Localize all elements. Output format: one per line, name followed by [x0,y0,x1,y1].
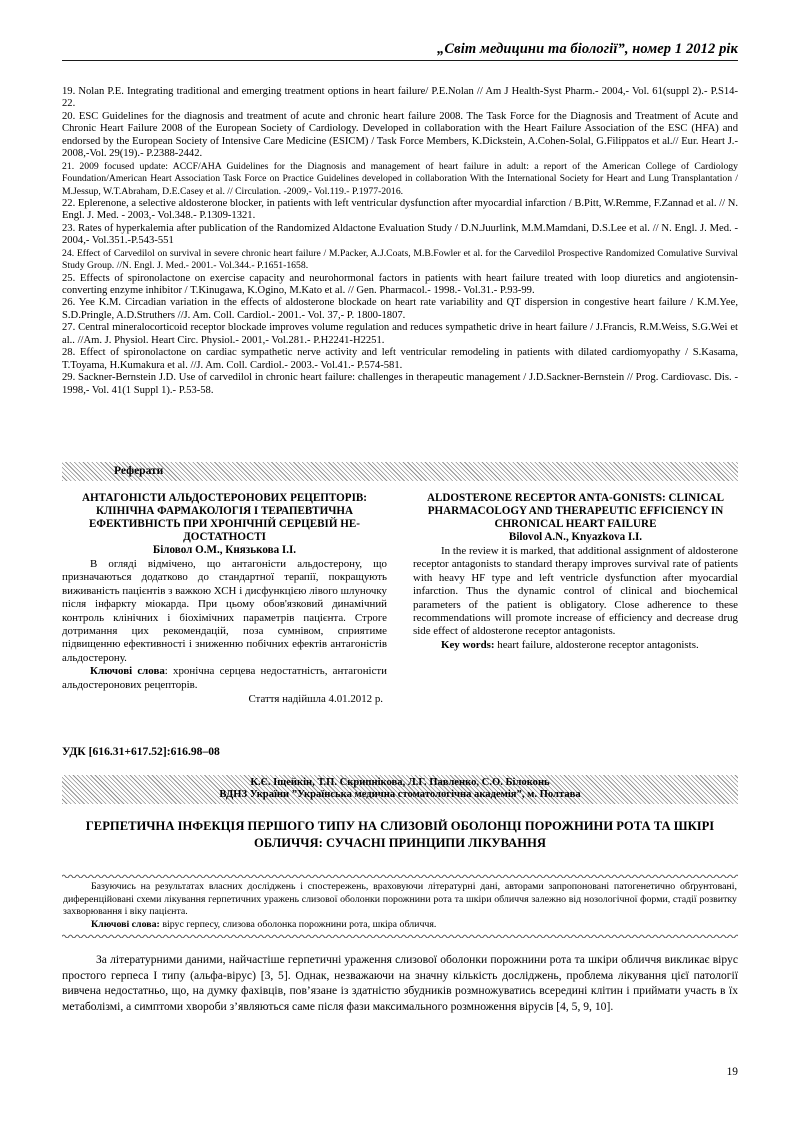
abstract-keywords-uk [62,665,387,692]
page-number: 19 [726,1066,738,1078]
reference-item: 26. Yee K.M. Circadian variation in the effects of aldosterone blockade on heart rate variability and QT dispersion in congestive heart failure / K.M.Yee, S.D.Pringle, A.D.Struthers //J. Am. Coll. Cardiol.- 2001.- Vol. 37,- P. 1800-1807. [62,297,738,321]
abstract-authors-uk: Біловол О.М., Князькова І.І. [152,544,297,557]
reference-item: 23. Rates of hyperkalemia after publication of the Randomized Aldactone Evaluation Study / D.N.Juurlink, M.M.Mamdani, D.S.Lee et al. // N. Engl. J. Med. - 2004,- Vol.351.-P.543-551 [62,222,738,247]
reference-item: 24. Effect of Carvedilol on survival in severe chronic heart failure / M.Packer, A.J.Coats, M.B.Fowler et al. for the Carvedilol Prospective Randomized Comulative Survival Study Group. //N. Engl. J. Med.- 2001.- Vol.344.- P.1651-1658. [62,247,738,272]
running-head-text: „Світ медицини та біології”, номер 1 2012 рік [437,41,738,57]
abstract-received-date-uk: Стаття надійшла 4.01.2012 р. [248,693,383,706]
article-abstract-block [62,867,738,943]
article-body [62,952,738,1014]
article-abstract-keywords-text: вірус герпесу, слизова оболонка порожнини рота, шкіра обличчя. [159,918,437,930]
article-author-bar [62,775,738,804]
abstract-keywords-text-uk: : хронічна серцева недостатність, антагоністи альдостеронових рецепторів. [62,665,387,691]
abstracts-section-bar [62,462,738,481]
reference-item: 21. 2009 focused update: ACCF/AHA Guidelines for the Diagnosis and management of heart failure in adult: a report of the American College of Cardiology Foundation/American Heart Association Task Force on Practice Guidelines developed in collaboration With the International Society for Heart and Lung Transplantation / M.Jessup, W.T.Abraham, D.E.Casey et al. // Circulation. -2009,- Vol.119.- P.1977-2016. [62,160,738,197]
reference-item: 27. Central mineralocorticoid receptor blockade improves volume regulation and reduces sympathetic drive in heart failure / J.Francis, R.M.Weiss, S.G.Wei et al.. //Am. J. Physiol. Heart Circ. Physiol.- 2001,- Vol.281.- P.H2241-H2251. [62,322,738,346]
abstracts-section-bar-label: Реферати [114,465,164,477]
reference-item: 19. Nolan P.E. Integrating traditional and emerging treatment options in heart failure/ P.E.Nolan // Am J Health-Syst Pharm.- 2004,- Vol. 61(suppl 2).- P.S14-22. [62,86,738,110]
abstract-authors-en: Bilovol A.N., Knyazkova I.I. [508,531,643,544]
abstract-column-ukrainian [62,492,387,706]
reference-list [62,86,738,397]
article-affiliation: ВДНЗ України ”Українська медична стоматологічна академія”, м. Полтава [219,788,581,800]
reference-item: 28. Effect of spironolactone on cardiac sympathetic nerve activity and left ventricular remodeling in patients with dilated cardiomyopathy / S.Kasama, T.Toyama, H.Kumakura et al. //J. Am. Coll. Cardiol.- 2003.- Vol.41.- P.574-581. [62,347,738,371]
article-authors: К.Є. Іщейкін, Т.П. Скрипнікова, Л.Г. Павленко, С.О. Білоконь [250,777,550,788]
reference-item: 20. ESC Guidelines for the diagnosis and treatment of acute and chronic heart failure 2008. The Task Force for the Diagnosis and Treatment of Acute and Chronic Heart Failure 2008 of the European Society of Cardiology. Developed in collaboration with the Heart Failure Association of the ESC (HFA) and endorsed by the European Society of Intensive Care Medicine (ESICM) / Task Force Members, K.Dickstein, A.Cohen-Solal, G.Filippatos et al.// Eur. Heart J.- 2008,-Vol. 29(19).- P.2388-2442. [62,110,738,160]
article-abstract-text [62,878,738,933]
abstract-keywords-text-en: heart failure, aldosterone receptor antagonists. [494,638,699,651]
article-title: ГЕРПЕТИЧНА ІНФЕКЦІЯ ПЕРШОГО ТИПУ НА СЛИЗОВІЙ ОБОЛОНЦІ ПОРОЖНИНИ РОТА ТА ШКІРІ ОБЛИЧЧЯ: СУЧАСНІ ПРИНЦИПИ ЛІКУВАННЯ [85,819,715,850]
article-abstract-keywords [63,919,737,932]
article-body-paragraph-1: За літературними даними, найчастіше герпетичні ураження слизової оболонки порожнини рота та шкіри обличчя викликає вірус простого герпеса І типу (альфа-вірус) [3, 5]. Однак, незважаючи на значну кількість досліджень, проблема лікування цієї патології вивчена недостатньо, що, на думку фахівців, пов’язане із здатністю збудників розмножуватись всередині клітин і приймати участь в їх метаболізмі, а симптоми хвороби з’являються саме після фази максимального розмноження вірусів [4, 5, 9, 10]. [62,953,738,1013]
article-abstract-paragraph: Базуючись на результатах власних досліджень і спостережень, враховуючи літературні дані, авторами запропоновані патогенетично обґрунтовані, диференційовані схеми лікування герпетичних уражень слизової оболонки порожнини рота та шкіри обличчя залежно від нозологічної форми, стадії розвитку захворювання і віку пацієнта. [63,881,737,918]
wavy-rule-bottom [62,933,738,938]
abstract-body-en: In the review it is marked, that additional assignment of aldosterone receptor antagonists to standard therapy improves survival rate of patients with heavy HF type and left ventricle dysfunction after myocardial infarction. Thus the dynamic control of clinical and biochemical parameters of the patient is obligatory. Close adherence to these recommendations will promote increase of efficiency and decrease drug side effect of aldosterone receptor antagonists. [413,544,738,638]
abstract-keywords-label-uk: Ключові слова [90,665,165,678]
abstract-keywords-label-en: Key words: [441,638,495,651]
udc-code: УДК [616.31+617.52]:616.98–08 [62,745,220,758]
abstract-title-uk: АНТАГОНІСТИ АЛЬДОСТЕРОНОВИХ РЕЦЕПТОРІВ: КЛІНІЧНА ФАРМАКОЛОГІЯ І ТЕРАПЕВТИЧНА ЕФЕКТИВНІСТЬ ПРИ ХРОНІЧНІЙ СЕРЦЕВІЙ НЕ-ДОСТАТНОСТІ [82,492,367,544]
reference-item: 22. Eplerenone, a selective aldosterone blocker, in patients with left ventricular dysfunction after myocardial infarction / B.Pitt, W.Remme, F.Zannad et al. // N. Engl. J. Med. - 2003,- Vol.348.- P.1309-1321. [62,197,738,222]
abstract-keywords-en [413,639,738,652]
abstract-body-uk: В огляді відмічено, що антагоністи альдостерону, що призначаються додатково до стандартної терапії, покращують виживаність пацієнтів з важкою ХСН і дисфункцією лівого шлуночку після інфаркту міокарда. При цьому обов'язковий динамічний контроль клінічних і біохімічних параметрів пацієнта. Строге дотримання цих рекомендацій, поза сумнівом, сприятиме підвищенню ефективності і зниженню побічних ефектів антагоністів альдостерону. [62,557,387,664]
abstracts-two-column [62,492,738,706]
abstract-column-english [413,492,738,706]
running-head [62,40,738,61]
article-abstract-keywords-label: Ключові слова: [91,918,160,930]
reference-item: 29. Sackner-Bernstein J.D. Use of carvedilol in chronic heart failure: challenges in therapeutic management / J.D.Sackner-Bernstein // Prog. Cardiovasc. Dis. - 1998,- Vol. 41(1 Suppl 1).- P.53-58. [62,372,738,396]
abstract-title-en: ALDOSTERONE RECEPTOR ANTA-GONISTS: CLINICAL PHARMACOLOGY AND THERAPEUTIC EFFICIENCY IN CHRONICAL HEART FAILURE [426,492,725,531]
reference-item: 25. Effects of spironolactone on exercise capacity and neurohormonal factors in patients with heart failure treated with loop diuretics and angiotensin-converting enzyme inhibitor / T.Kinugawa, K.Ogino, M.Kato et al. // Gen. Pharmacol.- 1998.- Vol.31.- P.93-99. [62,272,738,297]
